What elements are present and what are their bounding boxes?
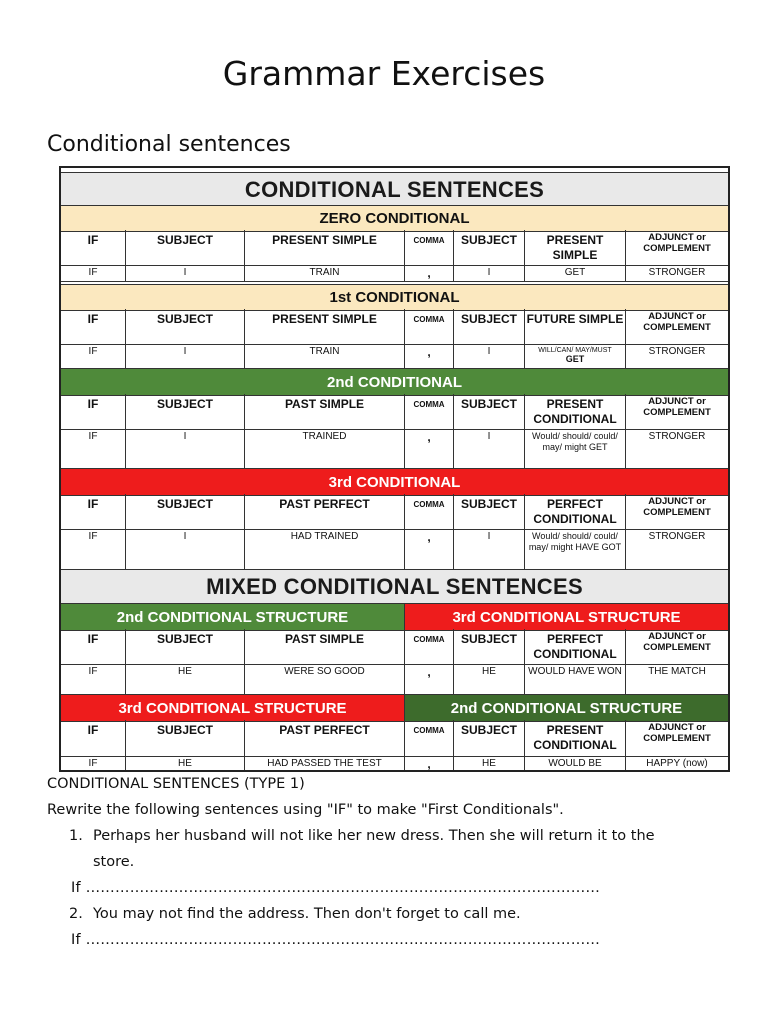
item-number: 2. — [69, 906, 83, 922]
exercise-type-heading: CONDITIONAL SENTENCES (TYPE 1) — [47, 776, 305, 792]
header-cell: COMMA — [405, 720, 454, 756]
item-line: store. — [93, 854, 135, 870]
document-title: Grammar Exercises — [222, 54, 546, 93]
header-cell: ADJUNCT or COMPLEMENT — [643, 396, 711, 418]
header-cell: SUBJECT — [454, 309, 525, 344]
exercise-section — [47, 771, 737, 953]
header-cell: PRESENT CONDITIONAL — [525, 394, 626, 429]
example-cell: IF — [61, 529, 126, 569]
mixed2-right-banner: 2nd CONDITIONAL STRUCTURE — [405, 695, 728, 721]
header-cell: SUBJECT — [126, 720, 245, 756]
item-number: 1. — [69, 828, 83, 844]
header-cell: SUBJECT — [454, 394, 525, 429]
example-cell: TRAIN — [245, 265, 405, 281]
third-conditional-banner: 3rd CONDITIONAL — [61, 468, 728, 496]
conditional-sentences-chart — [59, 166, 730, 772]
example-cell: WOULD BE — [525, 756, 626, 772]
mixed2-header-row — [61, 720, 728, 757]
example-cell: GET — [525, 265, 626, 281]
zero-header-row — [61, 230, 728, 266]
header-cell: ADJUNCT or COMPLEMENT — [643, 722, 711, 744]
exercise-instruction: Rewrite the following sentences using "IF" to make "First Conditionals". — [47, 802, 564, 818]
example-cell: TRAIN — [245, 344, 405, 368]
header-cell: PAST SIMPLE — [245, 394, 405, 429]
header-cell: SUBJECT — [454, 720, 525, 756]
example-cell: I — [454, 429, 525, 468]
example-cell: I — [126, 344, 245, 368]
mixed1-left-banner: 2nd CONDITIONAL STRUCTURE — [61, 604, 405, 630]
third-example-row — [61, 529, 728, 570]
example-cell: Would/ should/ could/ may/ might HAVE GOT — [525, 529, 626, 569]
third-header-row — [61, 494, 728, 530]
modal-verbs: WILL/CAN/ MAY/MUST — [538, 347, 612, 354]
example-cell: WERE SO GOOD — [245, 664, 405, 694]
example-cell: IF — [61, 429, 126, 468]
mixed2-left-banner: 3rd CONDITIONAL STRUCTURE — [61, 695, 405, 721]
first-conditional-banner: 1st CONDITIONAL — [61, 284, 728, 311]
example-cell: I — [126, 529, 245, 569]
item-text: You may not find the address. Then don't forget to call me. — [93, 906, 521, 922]
second-conditional-banner: 2nd CONDITIONAL — [61, 368, 728, 396]
example-cell: HAPPY (now) — [646, 758, 708, 769]
example-cell: I — [126, 429, 245, 468]
header-cell: SUBJECT — [126, 309, 245, 344]
mixed1-right-banner: 3rd CONDITIONAL STRUCTURE — [405, 604, 728, 630]
header-cell: SUBJECT — [126, 230, 245, 265]
exercise-item — [47, 901, 737, 927]
header-cell: PRESENT SIMPLE — [245, 230, 405, 265]
example-cell: THE MATCH — [648, 666, 706, 677]
header-cell: PAST PERFECT — [245, 494, 405, 529]
header-cell: SUBJECT — [454, 494, 525, 529]
example-cell: TRAINED — [245, 429, 405, 468]
answer-line[interactable]: If …………………………………………………………………………………………… — [71, 932, 601, 948]
header-cell: IF — [61, 720, 126, 756]
example-cell: HE — [126, 664, 245, 694]
example-cell: I — [126, 265, 245, 281]
answer-line[interactable]: If …………………………………………………………………………………………… — [71, 880, 601, 896]
header-cell: COMMA — [405, 494, 454, 529]
section-heading: Conditional sentences — [47, 132, 291, 157]
header-cell: FUTURE SIMPLE — [525, 309, 626, 344]
example-cell: , — [405, 429, 454, 468]
first-header-row — [61, 309, 728, 345]
example-cell: IF — [61, 756, 126, 772]
example-cell: IF — [61, 664, 126, 694]
zero-example-row — [61, 265, 728, 282]
header-cell: IF — [61, 230, 126, 265]
item-text — [93, 823, 655, 875]
example-cell: I — [454, 529, 525, 569]
example-cell: HE — [454, 756, 525, 772]
example-cell: I — [454, 265, 525, 281]
header-cell: IF — [61, 494, 126, 529]
mixed1-header-row — [61, 629, 728, 665]
example-cell: Would/ should/ could/ may/ might GET — [525, 429, 626, 468]
header-cell: PRESENT SIMPLE — [245, 309, 405, 344]
example-cell: STRONGER — [648, 531, 706, 542]
header-cell: ADJUNCT or COMPLEMENT — [643, 631, 711, 653]
mixed2-example-row — [61, 756, 728, 772]
mixed1-banner — [61, 603, 728, 631]
example-cell: HAD TRAINED — [245, 529, 405, 569]
second-header-row — [61, 394, 728, 430]
header-cell: SUBJECT — [454, 230, 525, 265]
header-cell: PAST SIMPLE — [245, 629, 405, 664]
example-cell: STRONGER — [648, 346, 706, 357]
mixed1-example-row — [61, 664, 728, 695]
example-cell — [525, 344, 626, 368]
example-cell: IF — [61, 265, 126, 281]
header-cell: COMMA — [405, 629, 454, 664]
example-cell: HE — [454, 664, 525, 694]
header-cell: COMMA — [405, 309, 454, 344]
mixed2-banner — [61, 694, 728, 722]
header-cell: SUBJECT — [126, 629, 245, 664]
second-example-row — [61, 429, 728, 469]
example-cell: , — [405, 265, 454, 281]
header-cell: IF — [61, 309, 126, 344]
header-cell: PERFECT CONDITIONAL — [525, 629, 626, 664]
example-cell: HE — [126, 756, 245, 772]
item-line: Perhaps her husband will not like her new dress. Then she will return it to the — [93, 828, 655, 844]
first-example-row — [61, 344, 728, 369]
header-cell: PAST PERFECT — [245, 720, 405, 756]
header-cell: COMMA — [405, 230, 454, 265]
header-cell: ADJUNCT or COMPLEMENT — [643, 232, 711, 254]
example-cell: , — [405, 529, 454, 569]
header-cell: IF — [61, 394, 126, 429]
header-cell: SUBJECT — [126, 494, 245, 529]
main-verb: GET — [565, 354, 585, 364]
header-cell: PRESENT CONDITIONAL — [525, 720, 626, 756]
header-cell: SUBJECT — [454, 629, 525, 664]
example-cell: , — [405, 344, 454, 368]
example-cell: IF — [61, 344, 126, 368]
header-cell: SUBJECT — [126, 394, 245, 429]
mixed-title-banner: MIXED CONDITIONAL SENTENCES — [61, 569, 728, 605]
exercise-item — [47, 823, 737, 875]
example-cell: STRONGER — [648, 431, 706, 442]
header-cell: ADJUNCT or COMPLEMENT — [643, 311, 711, 333]
example-cell: WOULD HAVE WON — [525, 664, 626, 694]
header-cell: PRESENT SIMPLE — [525, 230, 626, 265]
example-cell: HAD PASSED THE TEST — [245, 756, 405, 772]
header-cell: IF — [61, 629, 126, 664]
header-cell: COMMA — [405, 394, 454, 429]
zero-conditional-banner: ZERO CONDITIONAL — [61, 205, 728, 232]
header-cell: ADJUNCT or COMPLEMENT — [643, 496, 711, 518]
example-cell: , — [405, 664, 454, 694]
example-cell: , — [405, 756, 454, 772]
example-cell: I — [454, 344, 525, 368]
header-cell: PERFECT CONDITIONAL — [525, 494, 626, 529]
main-title-banner: CONDITIONAL SENTENCES — [61, 172, 728, 207]
example-cell: STRONGER — [648, 267, 706, 278]
